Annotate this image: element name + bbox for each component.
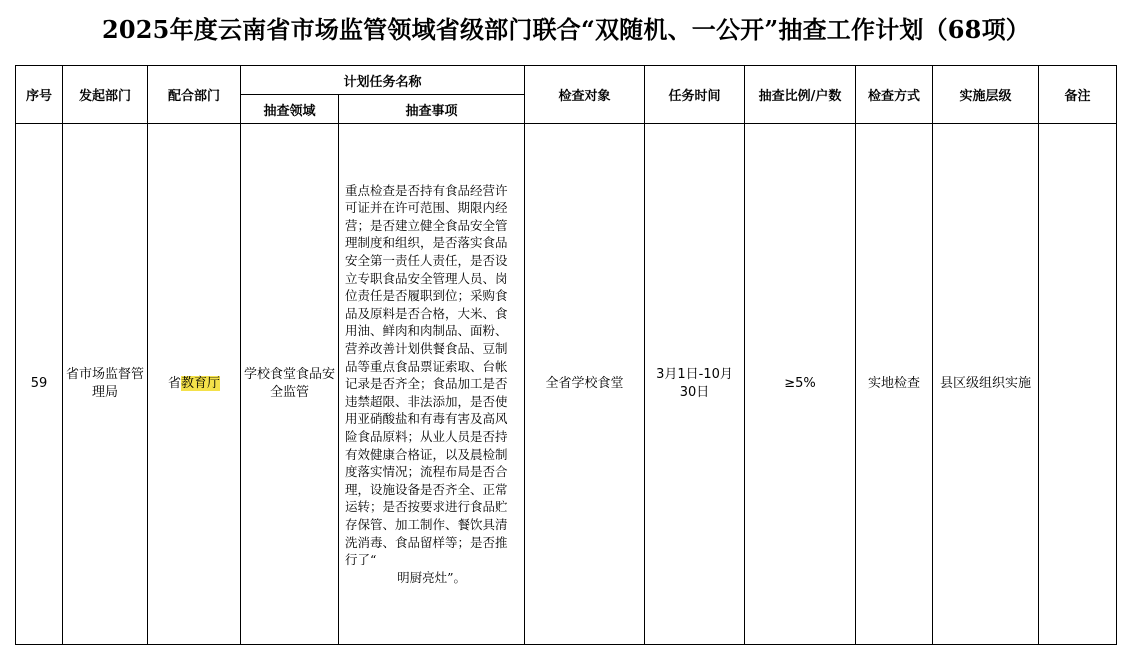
method-value: 实地检查 (868, 376, 921, 391)
header-initiator: 发起部门 (63, 66, 148, 124)
ratio-value: ≥5% (784, 376, 816, 391)
cell-ratio (745, 124, 856, 645)
header-matters: 抽查事项 (339, 95, 525, 124)
header-level: 实施层级 (933, 66, 1039, 124)
target-value: 全省学校食堂 (545, 376, 624, 391)
cooperator-prefix: 省 (167, 376, 181, 391)
matters-tail: 明厨亮灶”。 (397, 569, 466, 585)
page-title: 2025年度云南省市场监管领域省级部门联合“双随机、一公开”抽查工作计划（68项） (101, 15, 1030, 44)
cell-matters (339, 124, 525, 645)
initiator-value: 省市场监督管理局 (66, 367, 145, 400)
level-value: 县区级组织实施 (940, 376, 1032, 391)
header-ratio: 抽查比例/户数 (745, 66, 856, 124)
header-domain: 抽查领域 (241, 95, 339, 124)
domain-value: 学校食堂食品安全监管 (244, 367, 336, 400)
matters-body: 重点检查是否持有食品经营许可证并在许可范围、期限内经营；是否建立健全食品安全管理制度和组织，是否落实食品安全第一责任人责任，是否设立专职食品安全管理人员、岗位责任是否履职到位；采购食品及原料是否合格，大米、食用油、鲜肉和肉制品、面粉、营养改善计划供餐食品、豆制品等重点食品票证索取、台帐记录是否齐全；食品加工是否违禁超限、非法添加，是否使用亚硝酸盐和有毒有害及高风险食品原料；从业人员是否持有效健康合格证，以及晨检制度落实情况；流程布局是否合理，设施设备是否齐全、正常运转；是否按要求进行食品贮存保管、加工制作、餐饮具清洗消毒、食品留样等；是否推行了“ (345, 182, 508, 568)
time-value: 3月1日-10月30日 (656, 367, 733, 400)
header-remark: 备注 (1039, 66, 1117, 124)
cooperator-value (148, 375, 240, 393)
header-time: 任务时间 (645, 66, 745, 124)
header-task-group: 计划任务名称 (241, 66, 525, 95)
cell-initiator (63, 124, 148, 645)
cell-remark (1039, 124, 1117, 645)
seq-value: 59 (30, 376, 48, 391)
header-target: 检查对象 (525, 66, 645, 124)
cell-method (856, 124, 933, 645)
header-method: 检查方式 (856, 66, 933, 124)
header-cooperator: 配合部门 (148, 66, 241, 124)
cell-cooperator (148, 124, 241, 645)
table-row (16, 124, 1117, 645)
cell-target (525, 124, 645, 645)
cell-time (645, 124, 745, 645)
cell-seq (16, 124, 63, 645)
matters-text (339, 182, 524, 587)
header-seq: 序号 (16, 66, 63, 124)
cooperator-highlight: 教育厅 (181, 376, 221, 391)
cell-domain (241, 124, 339, 645)
plan-table (15, 65, 1117, 645)
header-row-1 (16, 66, 1117, 95)
cell-level (933, 124, 1039, 645)
